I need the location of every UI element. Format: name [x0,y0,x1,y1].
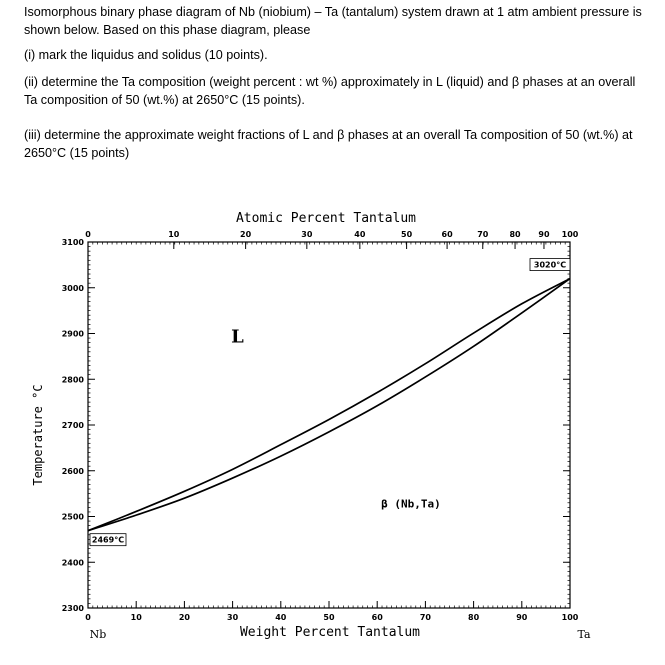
top-tick-label: 0 [85,230,91,239]
question-part-1: (i) mark the liquidus and solidus (10 points). [24,48,268,62]
x-tick-label: 60 [371,613,383,622]
x-tick-label: 20 [178,613,190,622]
x-tick-label: 30 [227,613,239,622]
x-tick-label: 90 [516,613,528,622]
top-tick-label: 80 [509,230,521,239]
top-tick-label: 40 [354,230,366,239]
y-tick-label: 3100 [61,238,84,247]
y-tick-label: 2700 [61,421,84,430]
melting-point-ta-label: 3020°C [533,260,567,270]
y-tick-label: 2300 [61,604,84,613]
x-tick-label: 50 [323,613,335,622]
question-part-2: (ii) determine the Ta composition (weight percent : wt %) approximately in L (liquid) and β phases at an overall Ta composition of 50 (wt.%) at 2650°C (15 points). [24,75,636,107]
top-tick-label: 70 [477,230,489,239]
y-axis-label: Temperature °C [31,384,45,486]
y-tick-label: 2600 [61,466,84,476]
top-tick-label: 50 [401,230,413,239]
ta-end-label: Ta [577,628,591,641]
nb-end-label: Nb [89,628,107,641]
x-axis-label: Weight Percent Tantalum [239,625,421,640]
x-tick-label: 0 [85,613,91,622]
x-tick-label: 100 [561,613,579,622]
x-tick-label: 40 [275,613,287,622]
chart-title: Atomic Percent Tantalum [235,211,417,226]
phase-diagram [0,200,665,665]
top-tick-label: 60 [441,230,453,239]
x-tick-label: 70 [419,613,431,622]
question-part-3: (iii) determine the approximate weight fractions of L and β phases at an overall Ta composition of 50 (wt.%) at 2650°C (15 points) [24,128,633,160]
beta-region-label: β (Nb,Ta) [381,497,441,511]
y-tick-label: 2400 [61,558,84,568]
top-tick-label: 20 [240,230,252,239]
top-tick-label: 90 [538,230,550,239]
melting-point-nb-label: 2469°C [91,535,125,545]
liquidus-curve [88,279,570,531]
y-tick-label: 2500 [61,512,84,522]
top-tick-label: 30 [301,230,313,239]
y-tick-label: 2800 [61,375,84,385]
solidus-curve [88,279,570,531]
y-tick-label: 3000 [61,283,84,293]
liquid-region-label: L [231,326,244,348]
top-tick-label: 10 [168,230,180,239]
x-tick-label: 80 [468,613,480,622]
question-intro: Isomorphous binary phase diagram of Nb (niobium) – Ta (tantalum) system drawn at 1 atm ambient pressure is shown below. Based on this phase diagram, please [24,5,642,37]
plot-frame [88,242,570,608]
x-tick-label: 10 [130,613,142,622]
top-tick-label: 100 [561,230,579,239]
y-tick-label: 2900 [61,329,84,339]
